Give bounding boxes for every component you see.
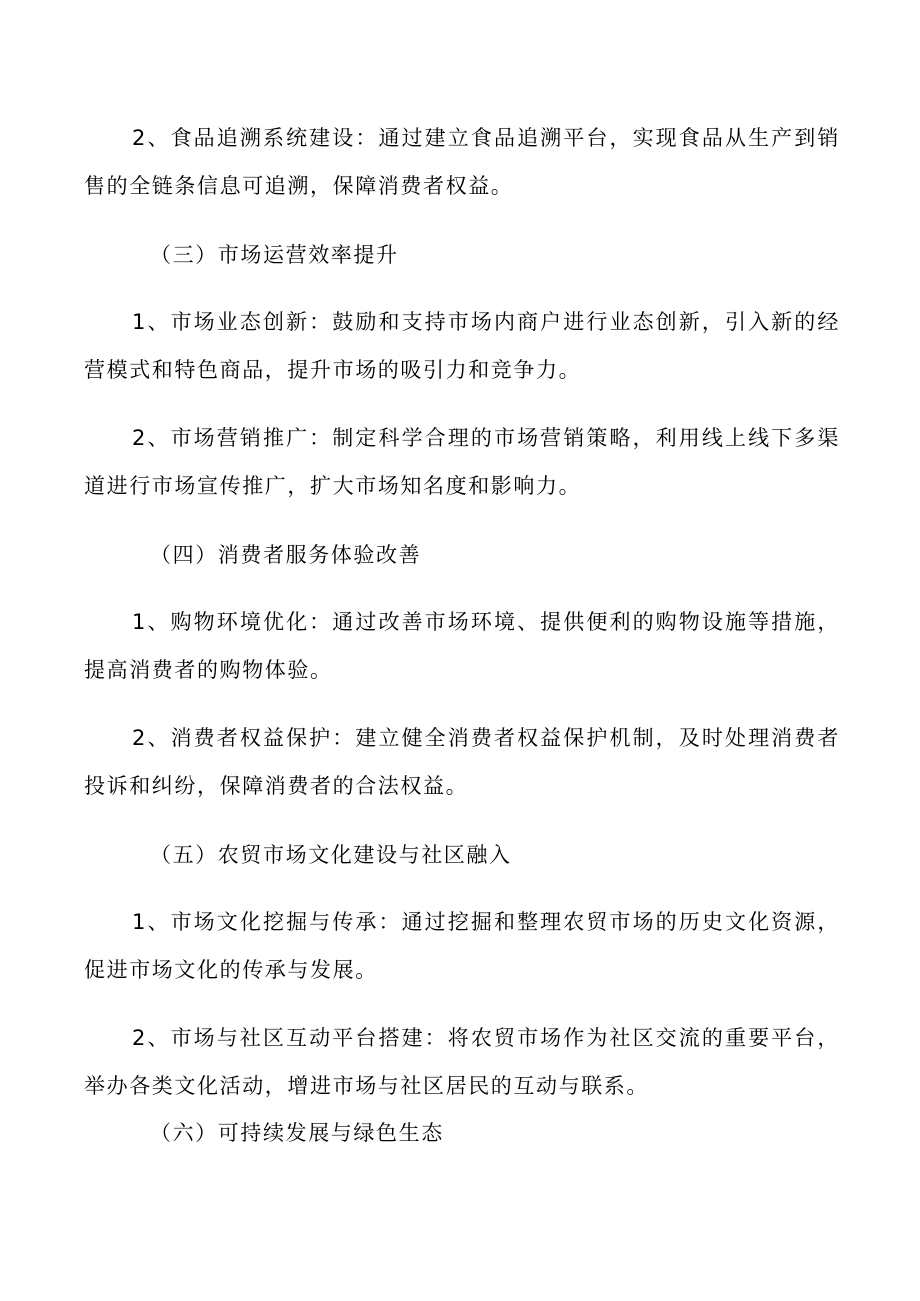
paragraph-market-culture: 1、市场文化挖掘与传承：通过挖掘和整理农贸市场的历史文化资源，促进市场文化的传承与发展。 [84, 910, 840, 982]
section-heading-5: （五）农贸市场文化建设与社区融入 [150, 843, 512, 867]
section-heading-4: （四）消费者服务体验改善 [150, 543, 422, 567]
paragraph-marketing-promotion: 2、市场营销推广：制定科学合理的市场营销策略，利用线上线下多渠道进行市场宣传推广，扩大市场知名度和影响力。 [84, 426, 840, 498]
paragraph-business-innovation: 1、市场业态创新：鼓励和支持市场内商户进行业态创新，引入新的经营模式和特色商品，提升市场的吸引力和竞争力。 [84, 310, 840, 382]
paragraph-community-platform: 2、市场与社区互动平台搭建：将农贸市场作为社区交流的重要平台，举办各类文化活动，增进市场与社区居民的互动与联系。 [84, 1026, 840, 1098]
paragraph-food-traceability: 2、食品追溯系统建设：通过建立食品追溯平台，实现食品从生产到销售的全链条信息可追溯，保障消费者权益。 [84, 126, 840, 198]
section-heading-3: （三）市场运营效率提升 [150, 243, 399, 267]
paragraph-shopping-environment: 1、购物环境优化：通过改善市场环境、提供便利的购物设施等措施，提高消费者的购物体验。 [84, 610, 840, 682]
paragraph-consumer-rights: 2、消费者权益保护：建立健全消费者权益保护机制，及时处理消费者投诉和纠纷，保障消费者的合法权益。 [84, 726, 840, 798]
section-heading-6: （六）可持续发展与绿色生态 [150, 1121, 444, 1145]
